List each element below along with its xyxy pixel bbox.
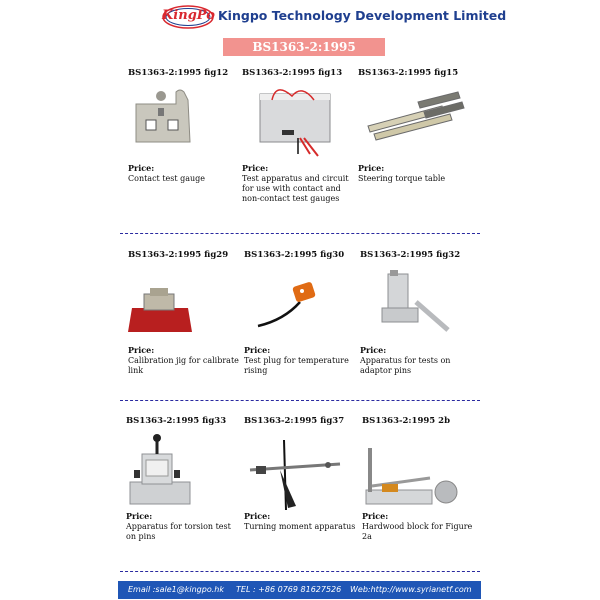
product-price: Price: [360,345,387,355]
product-price: Price: [244,511,271,521]
product-description: Turning moment apparatus [244,522,356,531]
product-description: Test apparatus and circuit for use with contact and non-contact test gauges [242,174,349,203]
product-title: BS1363-2:1995 fig30 [244,250,345,260]
kingpo-logo [162,5,214,29]
product-price: Price: [242,163,269,173]
divider [120,400,480,401]
product-description: Apparatus for tests on adaptor pins [360,356,451,375]
hardwood-block-image [362,430,482,510]
product-description: Contact test gauge [128,174,206,183]
product-price: Price: [362,511,389,521]
product-title: BS1363-2:1995 fig32 [360,250,461,260]
footer-phone: TEL : +86 0769 81627526 [236,585,342,594]
footer-email[interactable]: Email :sale1@kingpo.hk [128,585,224,594]
product-title: BS1363-2:1995 fig13 [242,68,343,78]
product-description: Hardwood block for Figure 2a [362,522,473,541]
adaptor-pin-apparatus-image [360,264,480,344]
product-title: BS1363-2:1995 2b [362,416,451,426]
product-description: Steering torque table [358,174,446,183]
product-price: Price: [128,345,155,355]
product-price: Price: [126,511,153,521]
steering-torque-table-image [358,82,478,162]
torsion-apparatus-image [126,430,246,510]
product-description: Apparatus for torsion test on pins [126,522,231,541]
contact-test-gauge-image [128,82,248,162]
product-price: Price: [358,163,385,173]
test-apparatus-image [242,82,362,162]
turning-moment-apparatus-image [244,430,364,510]
product-description: Calibration jig for calibrate link [128,356,239,375]
company-name: Kingpo Technology Development Limited [218,8,507,23]
contact-footer [118,581,481,599]
logo-text: KingPo [162,8,215,23]
footer-website[interactable]: Web:http://www.syrianetf.com [350,585,472,594]
product-price: Price: [128,163,155,173]
divider [120,233,480,234]
product-title: BS1363-2:1995 fig33 [126,416,227,426]
divider [120,571,480,572]
test-plug-image [244,264,364,344]
product-title: BS1363-2:1995 fig37 [244,416,345,426]
calibration-jig-image [128,264,248,344]
product-title: BS1363-2:1995 fig12 [128,68,229,78]
product-title: BS1363-2:1995 fig29 [128,250,229,260]
product-title: BS1363-2:1995 fig15 [358,68,459,78]
product-price: Price: [244,345,271,355]
header [0,0,600,36]
page-title: BS1363-2:1995 [223,38,385,56]
product-description: Test plug for temperature rising [244,356,349,375]
